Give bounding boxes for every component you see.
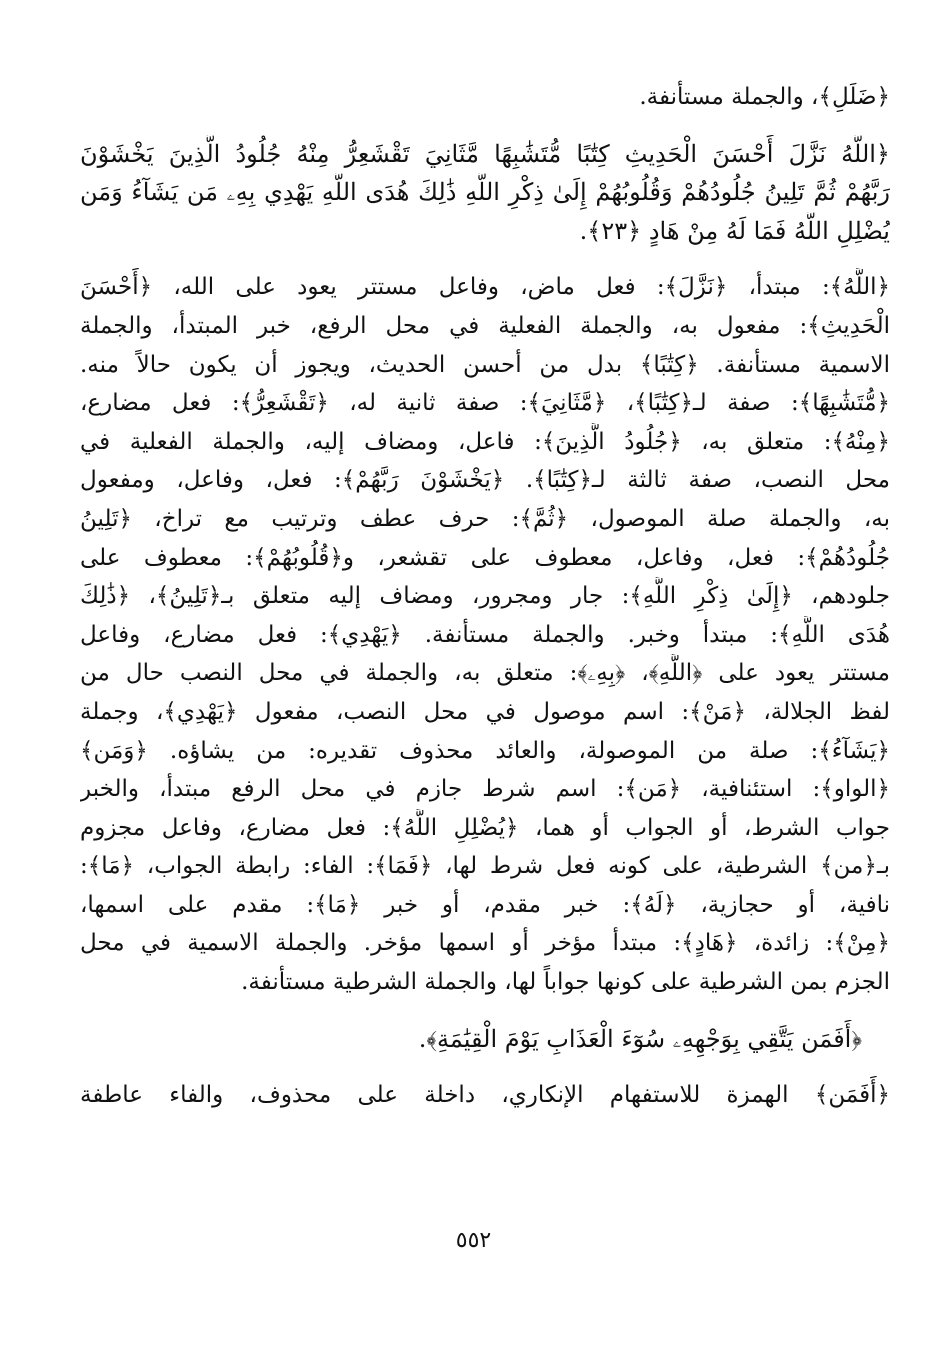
verse-line: رَبَّهُمْ ثُمَّ تَلِينُ جُلُودُهُمْ وَقُلُوبُهُمْ إِلَىٰ ذِكْرِ اللَّهِ ذَٰلِكَ هُدَى اللَّهِ يَهْدِي بِهِۦ مَن يَشَآءُ وَمَن	[80, 178, 890, 207]
text-line: الاسمية مستأنفة. ﴿كِتَٰبًا﴾ بدل من أحسن الحديث، ويجوز أن يكون حالاً منه.	[80, 351, 890, 378]
text-line: ﴿يَشَآءُ﴾: صلة من الموصولة، والعائد محذوف تقديره: من يشاؤه. ﴿وَمَن﴾	[80, 737, 890, 764]
text-line: الجزم بمن الشرطية على كونها جواباً لها، والجملة الشرطية مستأنفة.	[241, 969, 890, 996]
quran-verse-24	[80, 1020, 890, 1059]
text-line: جواب الشرط، أو الجواب أو هما، ﴿يُضْلِلِ اللَّهُ﴾: فعل مضارع، وفاعل مجزوم	[80, 814, 890, 841]
text-line: ﴿الواو﴾: استئنافية، ﴿مَن﴾: اسم شرط جازم في محل الرفع مبتدأ، والخبر	[80, 776, 890, 803]
text-line: مستتر يعود على ﴿اللَّهِ﴾، ﴿بِهِۦ﴾: متعلق به، والجملة في محل النصب حال من	[80, 660, 890, 687]
text-line: هُدَى اللَّهِ﴾: مبتدأ وخبر. والجملة مستأنفة. ﴿يَهْدِي﴾: فعل مضارع، وفاعل	[80, 621, 890, 648]
text-line: به، والجملة صلة الموصول، ﴿ثُمَّ﴾: حرف عطف وترتيب مع تراخ، ﴿تَلِينُ	[80, 505, 890, 532]
text-line: محل النصب، صفة ثالثة لـ﴿كِتَٰبًا﴾. ﴿يَخْشَوْنَ رَبَّهُمْ﴾: فعل، وفاعل، ومفعول	[80, 467, 890, 494]
paragraph-next-analysis	[80, 1076, 890, 1115]
text-line: لفظ الجلالة، ﴿مَنْ﴾: اسم موصول في محل النصب، مفعول ﴿يَهْدِي﴾، وجملة	[80, 698, 890, 725]
page-number: ٥٥٢	[455, 1228, 492, 1253]
text-line: ﴿مُّتَشَٰبِهًا﴾: صفة لـ﴿كِتَٰبًا﴾، ﴿مَّثَانِيَ﴾: صفة ثانية له، ﴿تَقْشَعِرُّ﴾: فعل مضارع،	[80, 390, 890, 417]
text-line: بـ﴿من﴾ الشرطية، على كونه فعل شرط لها، ﴿فَمَا﴾: الفاء: رابطة الجواب، ﴿مَا﴾:	[80, 853, 890, 880]
verse-line: ﴿اللَّهُ نَزَّلَ أَحْسَنَ الْحَدِيثِ كِتَٰبًا مُّتَشَٰبِهًا مَّثَانِيَ تَقْشَعِرُّ مِنْهُ جُلُودُ الَّذِينَ يَخْشَوْنَ	[80, 139, 890, 168]
verse-line: ﴿أَفَمَن يَتَّقِي بِوَجْهِهِۦ سُوٓءَ الْعَذَابِ يَوْمَ الْقِيَٰمَةِ﴾.	[418, 1024, 862, 1053]
text-line: الْحَدِيثِ﴾: مفعول به، والجملة الفعلية في محل الرفع، خبر المبتدأ، والجملة	[80, 312, 890, 339]
text-line: جلودهم، ﴿إِلَىٰ ذِكْرِ اللَّهِ﴾: جار ومجرور، ومضاف إليه متعلق بـ﴿تَلِينُ﴾، ﴿ذَٰلِكَ	[80, 583, 890, 610]
text-line: ﴿اللَّهُ﴾: مبتدأ، ﴿نَزَّلَ﴾: فعل ماض، وفاعل مستتر يعود على الله، ﴿أَحْسَنَ	[80, 274, 890, 301]
page-body	[80, 78, 890, 1115]
text-line: ﴿مِنْهُ﴾: متعلق به، ﴿جُلُودُ الَّذِينَ﴾: فاعل، ومضاف إليه، والجملة الفعلية في	[80, 428, 890, 455]
text-line: ﴿ضَلَلِ﴾، والجملة مستأنفة.	[639, 84, 890, 110]
text-line: جُلُودُهُمْ﴾: فعل، وفاعل، معطوف على تقشعر، و﴿قُلُوبُهُمْ﴾: معطوف على	[80, 544, 890, 571]
text-line: ﴿أَفَمَن﴾ الهمزة للاستفهام الإنكاري، داخلة على محذوف، والفاء عاطفة	[80, 1082, 890, 1109]
verse-line: يُضْلِلِ اللَّهُ فَمَا لَهُ مِنْ هَادٍ ﴿٢٣﴾.	[579, 216, 890, 245]
text-line: ﴿مِنْ﴾: زائدة، ﴿هَادٍ﴾: مبتدأ مؤخر أو اسمها مؤخر. والجملة الاسمية في محل	[80, 930, 890, 957]
quran-verse-23	[80, 135, 890, 251]
paragraph-grammar-analysis	[80, 268, 890, 1001]
text-line: نافية، أو حجازية، ﴿لَهُ﴾: خبر مقدم، أو خبر ﴿مَا﴾: مقدم على اسمها،	[80, 891, 890, 918]
paragraph-intro	[80, 78, 890, 117]
